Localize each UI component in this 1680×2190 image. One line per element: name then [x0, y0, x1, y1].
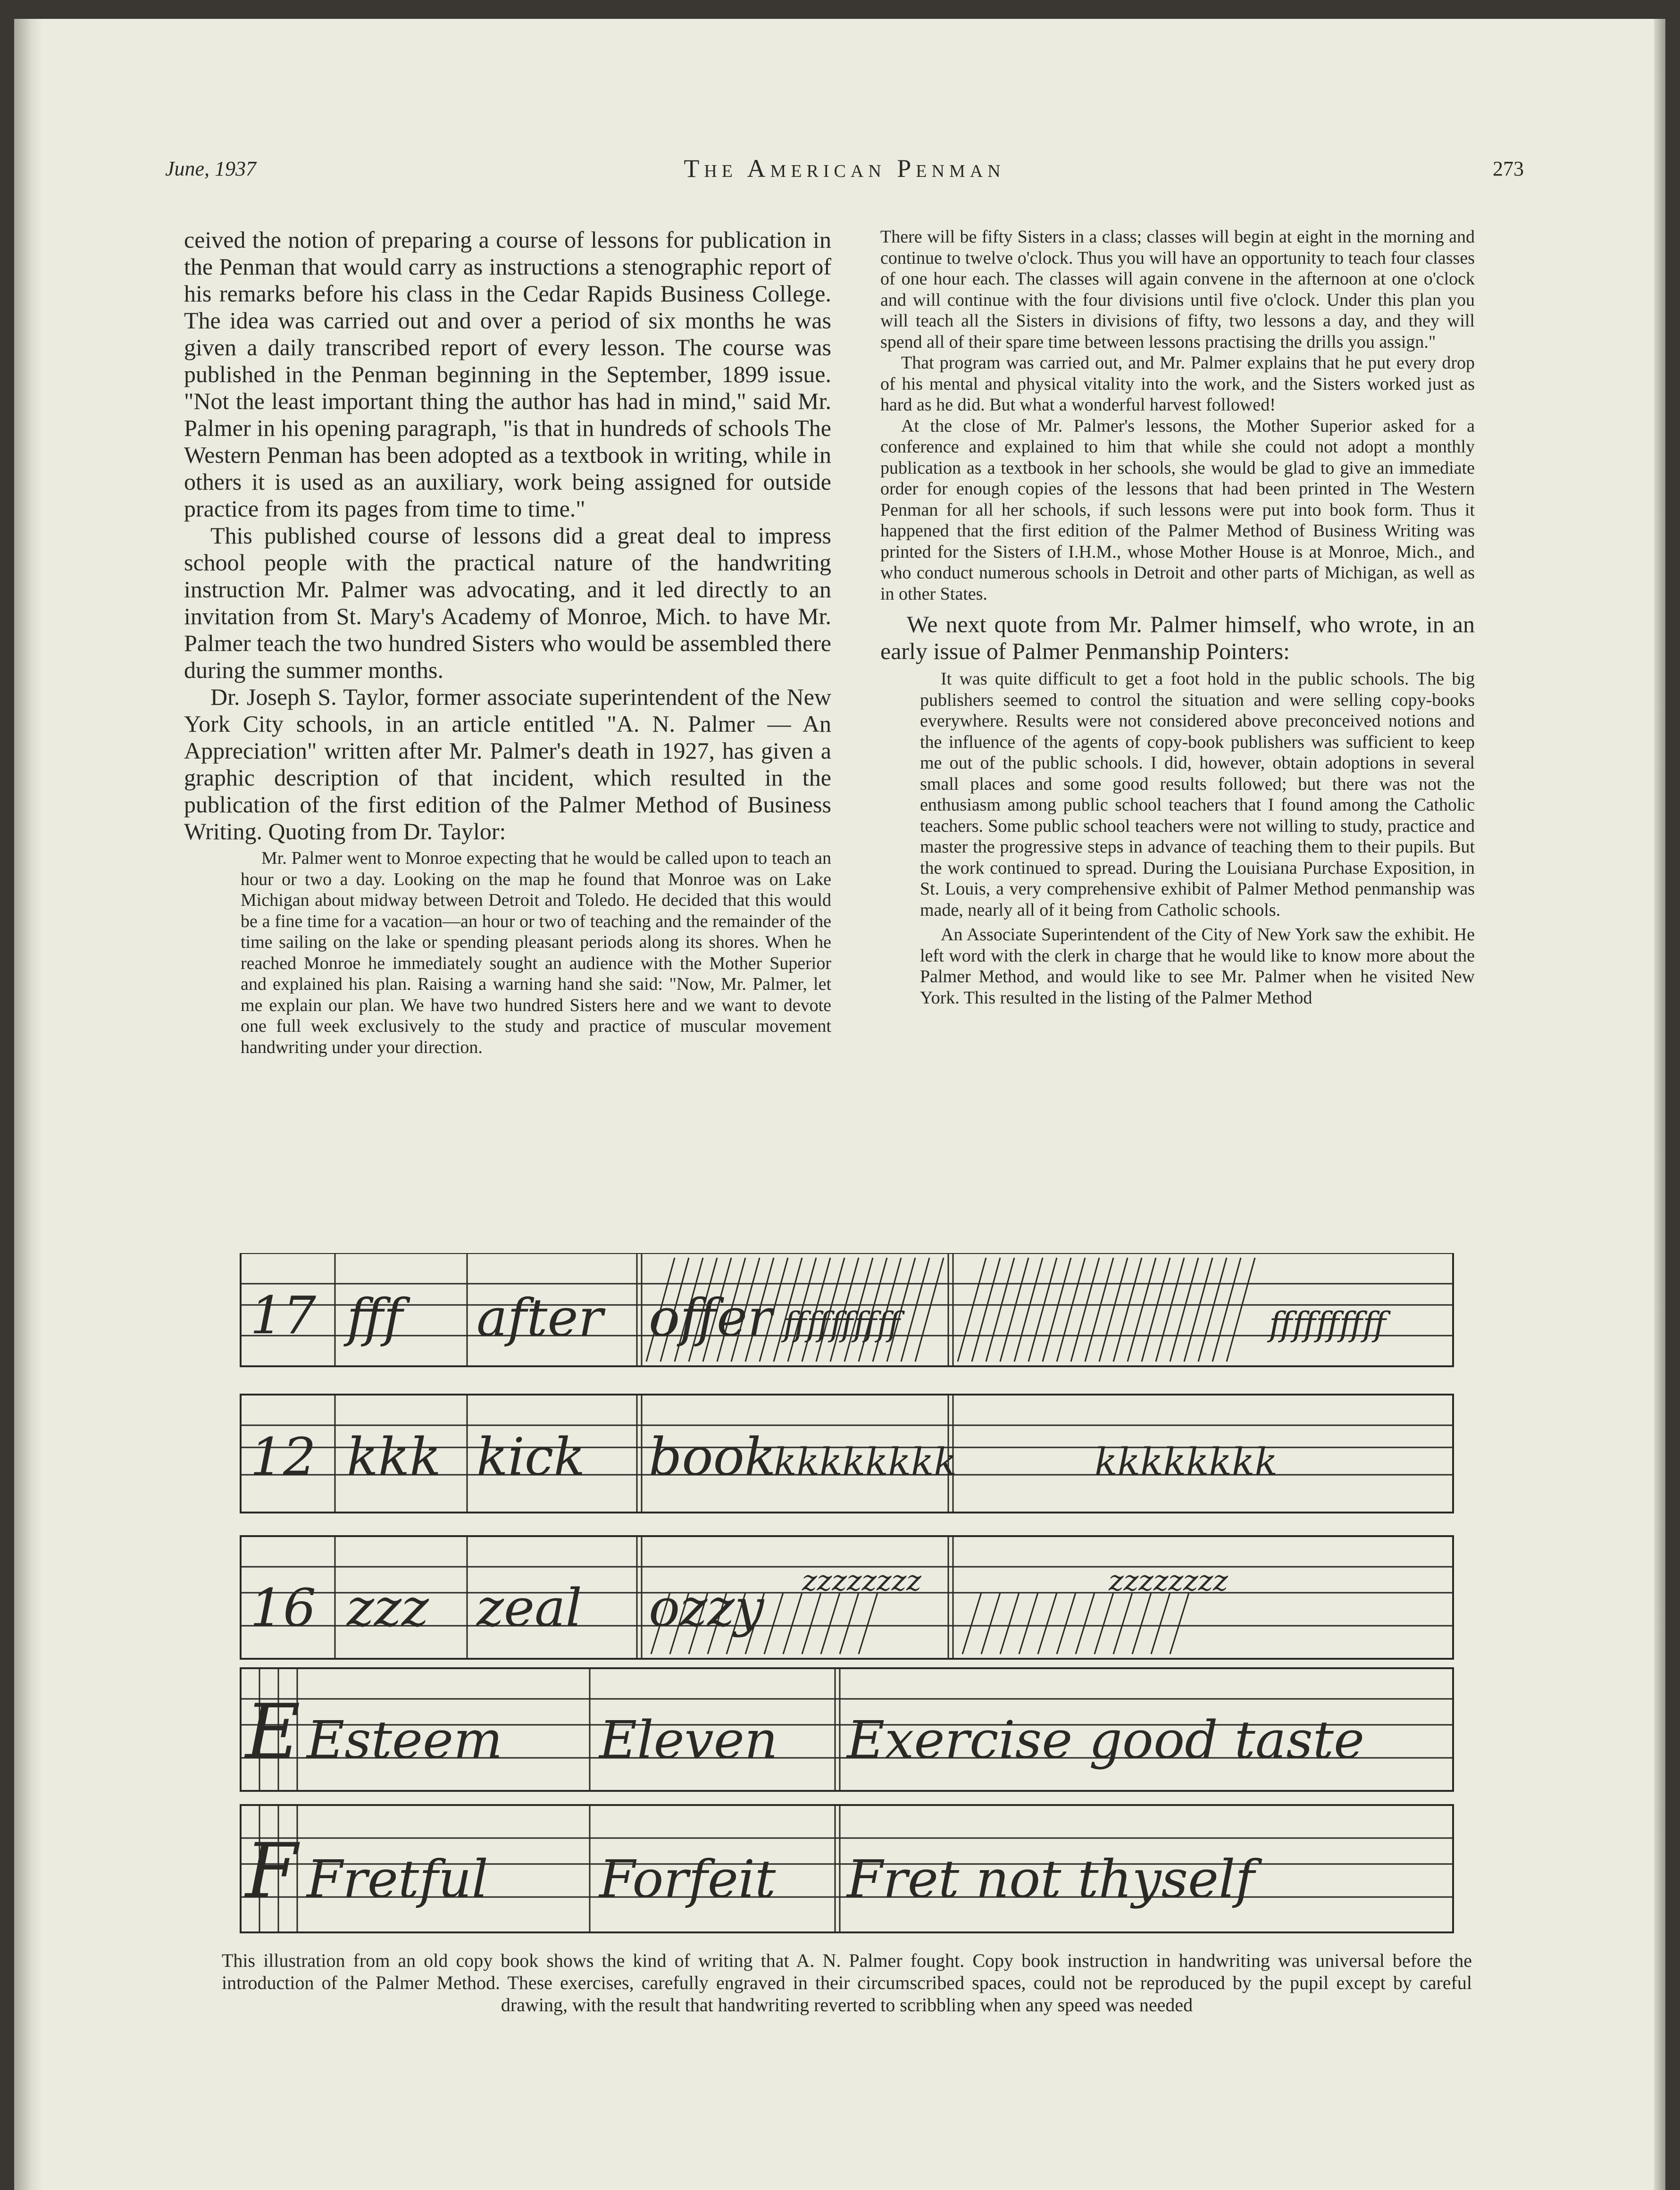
cell-text: Fret not thyself — [847, 1849, 1255, 1909]
page-edge-shadow — [1654, 19, 1665, 2190]
issue-date: June, 1937 — [165, 157, 257, 180]
quote-paragraph: An Associate Superintendent of the City of New York saw the exhibit. He left word with the clerk in charge that he would like to know more about the Palmer Method, and would like to see Mr. Palmer when he visited New York. This resulted in the listing of the Palmer Method — [920, 925, 1475, 1008]
cell-text: Forfeit — [599, 1849, 776, 1909]
cell-text: Exercise good taste — [847, 1710, 1365, 1770]
quote-paragraph: There will be fifty Sisters in a class; classes will begin at eight in the morning and continue to twelve o'clock. Thus you will have an opportunity to teach four classes of one hour each. The classes will again convene in the afternoon at one o'clock and will continue with the four divisions until five o'clock. Under this plan you will teach all the Sisters in divisions of fifty, two lessons a day, and they will spend all of their spare time between lessons practising the drills you assign." — [880, 227, 1475, 352]
paragraph: We next quote from Mr. Palmer himself, who wrote, in an early issue of Palmer Penmanship Pointers: — [880, 611, 1475, 664]
cell-text: kick — [476, 1427, 585, 1487]
cell-text: kkkkkkkk — [774, 1440, 957, 1484]
cell-text: ffffffffff — [1269, 1305, 1386, 1344]
left-column — [184, 226, 831, 1058]
cell-text: book — [649, 1427, 776, 1487]
cell-text: after — [476, 1287, 603, 1348]
copybook-illustration — [222, 1253, 1467, 1947]
quote-paragraph: It was quite difficult to get a foot hold in the public schools. The big publishers seemed to control the situation and were selling copy-books everywhere. Results were not considered above preconceived notions and the influence of the agents of copy-book publishers was sufficient to keep me out of the public schools. I did, however, obtain adoptions in several small places and some good results followed; but there was not the enthusiasm among public school teachers that I found among the Catholic teachers. Some public school teachers were not willing to study, practice and master the progressive steps in advance of teaching them to their pupils. But the work continued to spread. During the Louisiana Purchase Exposition, in St. Louis, a very comprehensive exhibit of Palmer Method penmanship was made, nearly all of it being from Catholic schools. — [920, 669, 1475, 920]
cell-text: zzzzzzzz — [802, 1564, 921, 1597]
block-quote: Mr. Palmer went to Monroe expecting that he would be called upon to teach an hour or two a day. Looking on the map he found that Monroe was on Lake Michigan about midway between Detroit and Toledo. He decided that this would be a fine time for a vacation—an hour or two of teaching and the remainder of the time sailing on the lake or spending pleasant periods along its shores. When he reached Monroe he immediately sought an audience with the Mother Superior and explained his plan. Raising a warning hand she said: "Now, Mr. Palmer, let me explain our plan. We have two hundred Sisters here and we want to devote one full week exclusively to the study and practice of muscular movement handwriting under your direction. — [241, 848, 831, 1057]
page-number: 273 — [1493, 157, 1524, 180]
cell-text: Esteem — [307, 1710, 503, 1770]
cell-text: ozzy — [649, 1578, 764, 1638]
quote-paragraph: At the close of Mr. Palmer's lessons, the Mother Superior asked for a conference and explained to him that while she could not adopt a monthly publication as a textbook in her schools, she would be glad to give an immediate order for enough copies of the lessons that had been printed in The Western Penman for all her schools, if such lessons were put into book form. Thus it happened that the first edition of the Palmer Method of Business Writing was printed for the Sisters of I.H.M., whose Mother House is at Monroe, Mich., and who conduct numerous schools in Detroit and other parts of Michigan, as well as in other States. — [880, 416, 1475, 604]
cell-text: Fretful — [307, 1849, 488, 1909]
row-number: 17 — [250, 1285, 316, 1346]
row-number: E — [245, 1688, 301, 1776]
paragraph: Dr. Joseph S. Taylor, former associate superintendent of the New York City schools, in an article entitled "A. N. Palmer — An Appreciation" written after Mr. Palmer's death in 1927, has given a graphic description of that incident, which resulted in the publication of the first edition of the Palmer Method of Business Writing. Quoting from Dr. Taylor: — [184, 684, 831, 844]
publication-title: The American Penman — [684, 154, 1005, 183]
row-number: 16 — [250, 1578, 316, 1638]
paragraph: This published course of lessons did a great deal to impress school people with the practical nature of the handwriting instruction Mr. Palmer was advocating, and it led directly to an invitation from St. Mary's Academy of Monroe, Mich. to have Mr. Palmer teach the two hundred Sisters who would be assembled there during the summer months. — [184, 522, 831, 683]
figure-caption: This illustration from an old copy book shows the kind of writing that A. N. Palmer fought. Copy book instruction in handwriting was universal before the introduction of the Palmer Method. These exercises, carefully engraved in their circumscribed spaces, could not be reproduced by the pupil except by careful drawing, with the result that handwriting reverted to scribbling when any speed was needed — [222, 1950, 1472, 2015]
cell-text: zzz — [347, 1578, 429, 1638]
cell-text: ffffffffff — [783, 1305, 900, 1344]
cell-text: kkkkkkkk — [1095, 1440, 1278, 1484]
row-number: F — [245, 1827, 298, 1915]
cell-text: kkk — [347, 1427, 441, 1487]
cell-text: fff — [347, 1287, 403, 1348]
quote-paragraph: That program was carried out, and Mr. Palmer explains that he put every drop of his mental and physical vitality into the work, and the Sisters worked just as hard as he did. But what a wonderful harvest followed! — [880, 353, 1475, 415]
row-number: 12 — [250, 1427, 316, 1487]
book-spine-shadow — [14, 19, 42, 2190]
cell-text: zzzzzzzz — [1109, 1564, 1228, 1597]
cell-text: offer — [649, 1287, 772, 1348]
right-column — [880, 226, 1475, 1008]
paragraph: ceived the notion of preparing a course of lessons for publication in the Penman that would carry as instructions a stenographic report of his remarks before his class in the Cedar Rapids Business College. The idea was carried out and over a period of six months he was given a daily transcribed report of every lesson. The course was published in the Penman beginning in the September, 1899 issue. "Not the least important thing the author has had in mind," said Mr. Palmer in his opening paragraph, "is that in hundreds of schools The Western Penman has been adopted as a textbook in writing, while in others it is used as an auxiliary, work being assigned for outside practice from its pages from time to time." — [184, 226, 831, 522]
magazine-page — [14, 19, 1665, 2190]
cell-text: zeal — [476, 1578, 582, 1638]
running-head — [165, 154, 1524, 185]
cell-text: Eleven — [599, 1710, 778, 1770]
